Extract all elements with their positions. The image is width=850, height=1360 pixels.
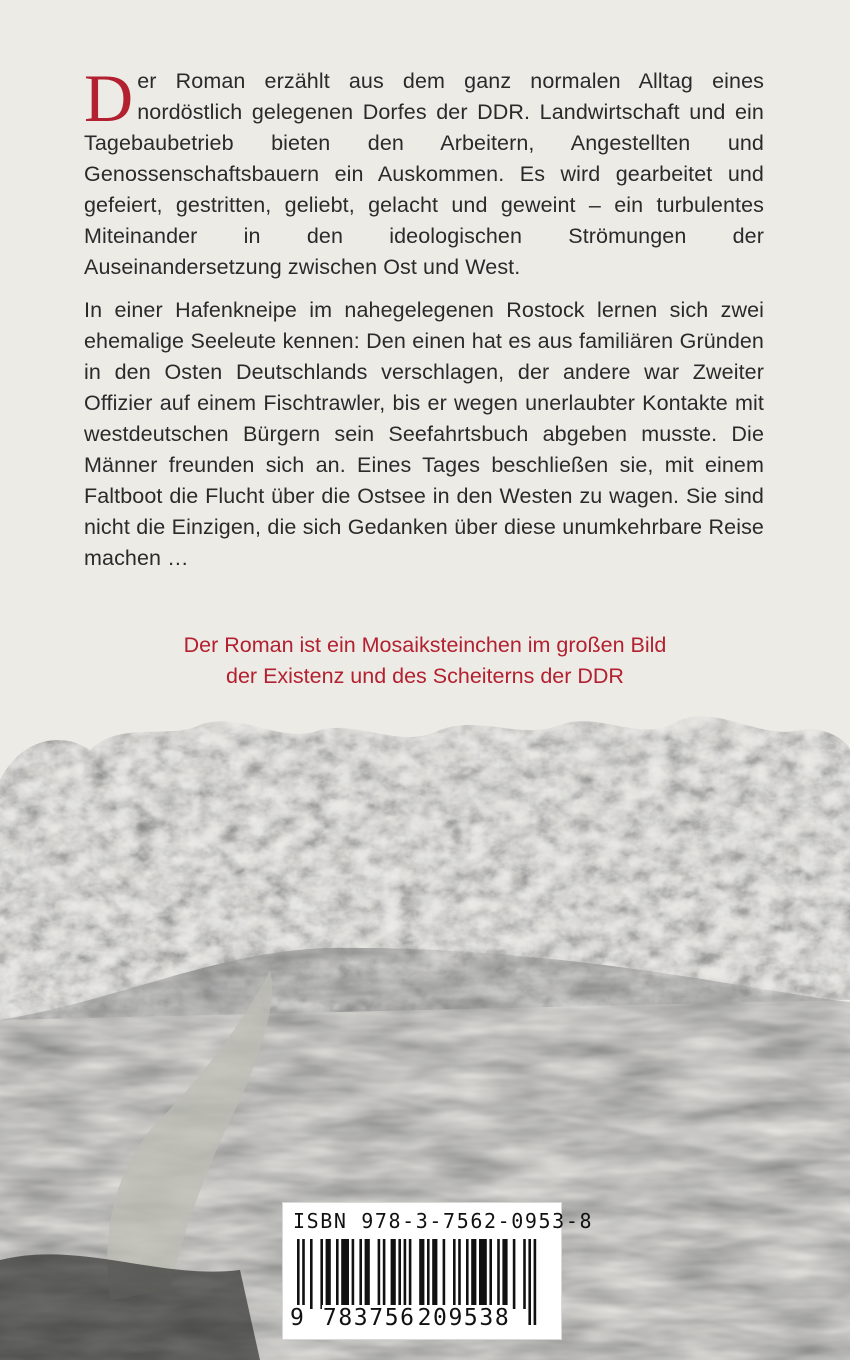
tagline [0,630,850,692]
tagline-line-2: der Existenz und des Scheiterns der DDR [226,664,624,688]
ean-left-group: 783756 [322,1305,416,1331]
blurb-paragraph-1-text: er Roman erzählt aus dem ganz normalen Alltag eines nordöstlich gelegenen Dorfes der DDR. Landwirtschaft und ein Tagebaubetrieb bieten den Arbeitern, Angestellten und Genossenschaftsbauern ein Auskommen. Es wird gearbeitet und gefeiert, gestritten, geliebt, gelacht und geweint – ein turbulentes Miteinander in den ideologischen Strömungen der Auseinandersetzung zwischen Ost und West. [84,69,764,279]
ean-right-group: 209538 [417,1305,511,1331]
blurb-paragraph-1 [84,60,764,283]
tagline-line-1: Der Roman ist ein Mosaiksteinchen im großen Bild [183,633,667,657]
blurb-paragraph-2: In einer Hafenkneipe im nahegelegenen Rostock lernen sich zwei ehemalige Seeleute kennen: Den einen hat es aus familiären Gründen in den Osten Deutschlands verschlagen, der andere war Zweiter Offizier auf einem Fischtrawler, bis er wegen unerlaubter Kontakte mit westdeutschen Bürgern sein Seefahrtsbuch abgeben musste. Die Männer freunden sich an. Eines Tages beschließen sie, mit einem Faltboot die Flucht über die Ostsee in den Westen zu wagen. Sie sind nicht die Einzigen, die sich Gedanken über diese unumkehrbare Reise machen … [84,298,764,570]
ean-first-digit: 9 [290,1305,306,1331]
drop-cap: D [84,60,134,136]
isbn-barcode [282,1202,594,1340]
isbn-label: ISBN 978-3-7562-0953-8 [293,1209,594,1233]
blurb [84,60,764,586]
ean-digits [289,1305,557,1331]
